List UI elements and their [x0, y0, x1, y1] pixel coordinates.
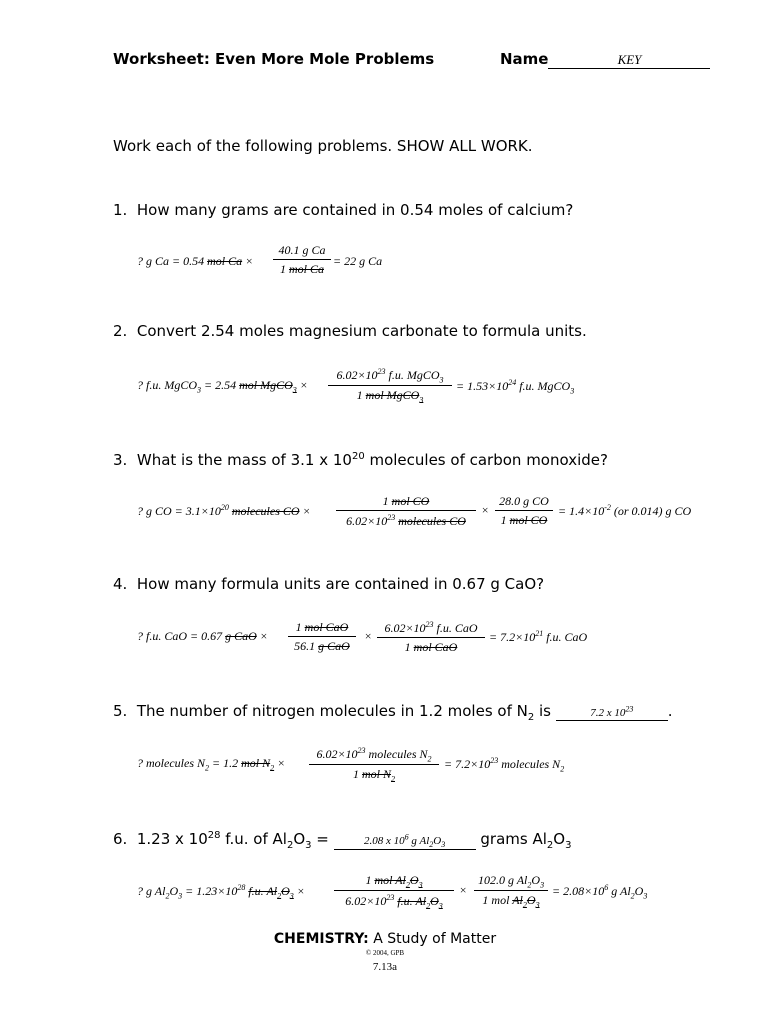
- question-2: 2. Convert 2.54 moles magnesium carbonate to formula units.: [113, 322, 587, 340]
- q5-factor-1: $6.02\times 10^{23}$ molecules $N_2$ 1 mol $N_2$: [309, 746, 439, 784]
- q6-lhs: ? g $Al_2O_3 = 1.23\times 10^{28}$ f.u. $Al_2O_3$ ×: [137, 883, 305, 901]
- q2-lhs: ? f.u. MgCO$_3$ = 2.54 mol MgCO$_3$ ×: [137, 378, 308, 395]
- q6-answer: 2.08 x $10^6$ g $Al_2O_3$: [334, 830, 476, 850]
- q1-result: = 22 g Ca: [333, 254, 383, 268]
- q5-lhs: ? molecules $N_2 = 1.2$ mol $N_2$ ×: [137, 756, 286, 773]
- footer-copyright: © 2004, GPB: [365, 949, 405, 957]
- q6-result: = $2.08\times 10^6$ g $Al_2O_3$: [552, 883, 648, 901]
- q5-result: = $7.2\times 10^{23}$ molecules $N_2$: [444, 756, 565, 774]
- q2-result: = $1.53\times 10^{24}$ f.u. MgCO$_3$: [456, 378, 575, 396]
- q4-factor-1: 1 mol CaO 56.1 g CaO: [288, 620, 356, 654]
- question-1: 1. How many grams are contained in 0.54 moles of calcium?: [113, 201, 574, 219]
- q6-factor-2: 102.0 g $Al_2O_3$ 1 mol $Al_2O_3$: [474, 873, 548, 910]
- page-number: 7.13a: [372, 961, 398, 973]
- worksheet-title: Worksheet: Even More Mole Problems: [113, 50, 435, 68]
- q4-result: = $7.2\times 10^{21}$ f.u. CaO: [489, 629, 588, 644]
- q3-factor-2: 28.0 g CO 1 mol CO: [495, 494, 553, 528]
- footer-brand: CHEMISTRY: A Study of Matter: [273, 931, 497, 947]
- q2-factor-1: $6.02\times 10^{23}$ f.u. MgCO$_3$ 1 mol MgCO$_3$: [328, 367, 452, 405]
- q6-factor-1: 1 mol $Al_2O_3$ $6.02\times 10^{23}$ f.u. $Al_2O_3$: [334, 873, 454, 911]
- name-label: Name: [500, 50, 549, 68]
- q5-answer: 7.2 x $10^{23}$: [556, 702, 668, 721]
- q1-lhs: ? g Ca = 0.54 mol Ca ×: [137, 254, 254, 268]
- name-value: KEY: [548, 50, 710, 69]
- instructions: Work each of the following problems. SHOW ALL WORK.: [113, 137, 533, 155]
- question-5: 5. The number of nitrogen molecules in 1.2 moles of $N_2$ is 7.2 x $10^{23}$ .: [113, 702, 673, 723]
- q3-result: = $1.4\times 10^{-2}$ (or 0.014) g CO: [558, 503, 692, 518]
- q4-lhs: ? f.u. CaO = 0.67 g CaO ×: [137, 629, 268, 643]
- question-6: 6. 1.23 x $10^{28}$ f.u. of $Al_2O_3 = 2.08$ x $10^6$ g $Al_2O_3$ grams $Al_2O_3$: [113, 830, 572, 851]
- question-4: 4. How many formula units are contained in 0.67 g CaO?: [113, 575, 545, 593]
- q4-factor-2: $6.02\times 10^{23}$ f.u. CaO 1 mol CaO: [377, 620, 485, 655]
- q4-times: ×: [364, 629, 373, 643]
- q1-factor-1: 40.1 g Ca 1 mol Ca: [273, 243, 331, 277]
- q6-times: ×: [459, 883, 468, 897]
- q3-factor-1: 1 mol CO $6.02\times 10^{23}$ molecules CO: [336, 494, 476, 529]
- q3-times: ×: [481, 503, 490, 517]
- question-3: 3. What is the mass of 3.1 x $10^{20}$ molecules of carbon monoxide?: [113, 451, 608, 469]
- q3-lhs: ? g CO = $3.1\times 10^{20}$ molecules CO ×: [137, 503, 311, 518]
- name-field: [500, 50, 710, 69]
